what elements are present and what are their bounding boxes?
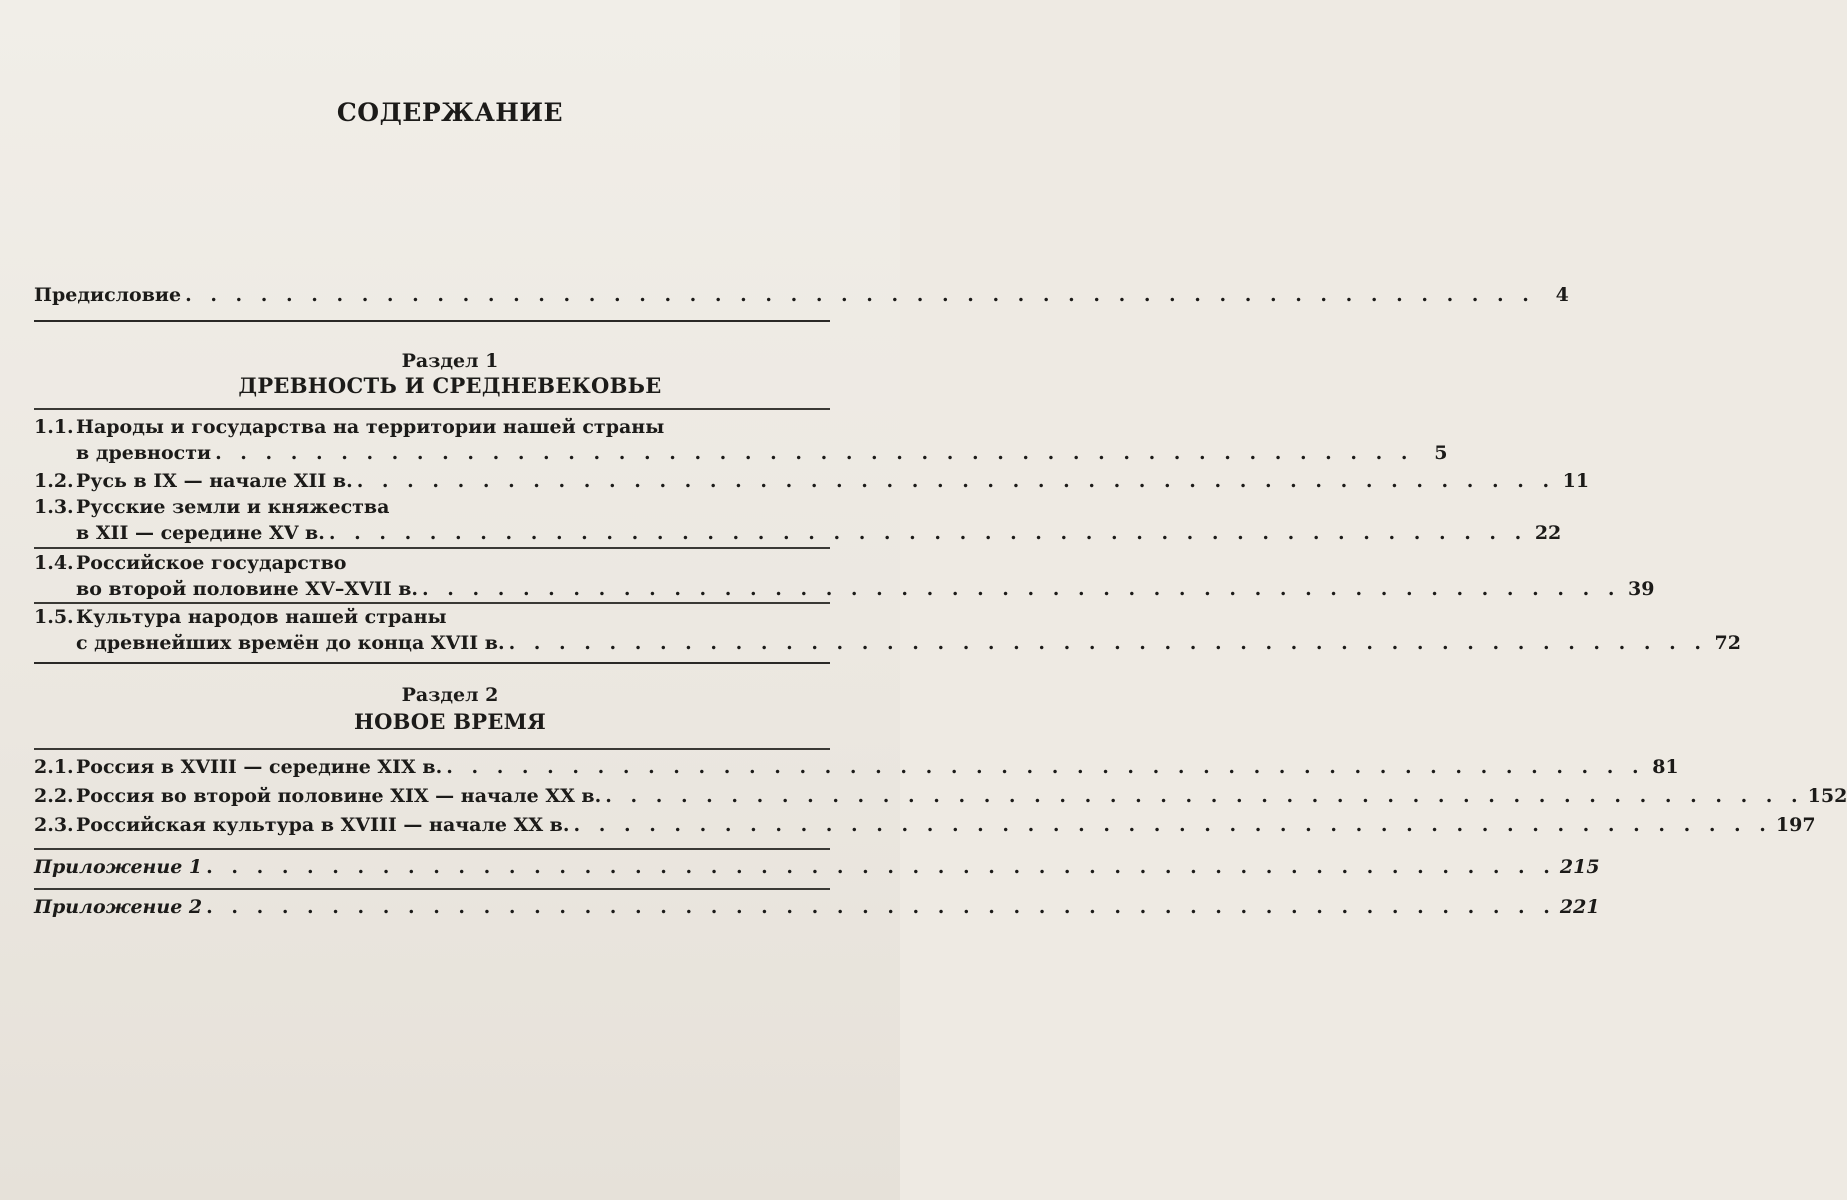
page-title: СОДЕРЖАНИЕ bbox=[336, 98, 564, 127]
entry-page-number: 72 bbox=[1714, 632, 1741, 654]
toc-entry bbox=[34, 752, 1679, 778]
entry-number: 1.5. bbox=[34, 606, 74, 628]
leader-dots: . . . . . . . . . . . . . . . . . . . . . . . . . . . . . . . . . . . . . . . . . . . . . . . . bbox=[508, 632, 1707, 654]
divider bbox=[34, 848, 830, 850]
entry-number: 2.3. bbox=[34, 814, 74, 836]
entry-page-number: 221 bbox=[1559, 896, 1600, 918]
entry-label: Россия во второй половине XIX — начале XX в. bbox=[76, 785, 602, 807]
divider bbox=[34, 888, 830, 890]
leader-dots: . . . . . . . . . . . . . . . . . . . . . . . . . . . . . . . . . . . . . . . . . . . . . . . . bbox=[328, 522, 1528, 544]
leader-dots: . . . . . . . . . . . . . . . . . . . . . . . . . . . . . . . . . . . . . . . . . . . . . . . . . . . . . . bbox=[206, 856, 1556, 878]
divider bbox=[34, 662, 830, 664]
entry-label: Российская культура в XVIII — начале XX в. bbox=[76, 814, 570, 836]
toc-entry bbox=[34, 412, 1448, 464]
leader-dots: . . . . . . . . . . . . . . . . . . . . . . . . . . . . . . . . . . . . . . . . . . . . . . . . bbox=[446, 756, 1645, 778]
entry-label-cont: во второй половине XV–XVII в. bbox=[76, 578, 419, 600]
leader-dots: . . . . . . . . . . . . . . . . . . . . . . . . . . . . . . . . . . . . . . . . . . . . . . . . bbox=[605, 785, 1804, 807]
entry-label: Культура народов нашей страны bbox=[76, 606, 447, 628]
entry-label-cont: с древнейших времён до конца XVII в. bbox=[76, 632, 505, 654]
entry-label: Российское государство bbox=[76, 552, 347, 574]
entry-page-number: 4 bbox=[1555, 284, 1569, 306]
entry-label: Народы и государства на территории нашей страны bbox=[76, 416, 665, 438]
entry-page-number: 22 bbox=[1534, 522, 1562, 544]
entry-label: Русь в IX — начале XII в. bbox=[76, 470, 353, 492]
toc-entry-appendix-2 bbox=[34, 892, 1600, 918]
entry-number: 1.3. bbox=[34, 496, 74, 518]
entry-number: 2.2. bbox=[34, 785, 74, 807]
entry-number: 1.4. bbox=[34, 552, 74, 574]
entry-label: Россия в XVIII — середине XIX в. bbox=[76, 756, 443, 778]
toc-entry bbox=[34, 492, 1562, 544]
entry-page-number: 152 bbox=[1807, 785, 1847, 807]
entry-label: Приложение 2 bbox=[34, 896, 203, 918]
entry-label: Приложение 1 bbox=[34, 856, 203, 878]
leader-dots: . . . . . . . . . . . . . . . . . . . . . . . . . . . . . . . . . . . . . . . . . . . . . . . . bbox=[422, 578, 1621, 600]
toc-entry bbox=[34, 602, 1741, 654]
toc-entry bbox=[34, 466, 1590, 492]
toc-entry-preface bbox=[34, 280, 1569, 306]
section-1-label: Раздел 1 bbox=[401, 350, 499, 372]
toc-entry bbox=[34, 781, 1847, 807]
entry-number: 2.1. bbox=[34, 756, 74, 778]
divider bbox=[34, 320, 830, 322]
leader-dots: . . . . . . . . . . . . . . . . . . . . . . . . . . . . . . . . . . . . . . . . . . . . . . . . bbox=[573, 814, 1772, 836]
leader-dots: . . . . . . . . . . . . . . . . . . . . . . . . . . . . . . . . . . . . . . . . . . . . . . . . . . . . . . bbox=[185, 284, 1535, 306]
entry-label-cont: в XII — середине XV в. bbox=[76, 522, 325, 544]
entry-page-number: 197 bbox=[1775, 814, 1816, 836]
divider bbox=[34, 408, 830, 410]
leader-dots: . . . . . . . . . . . . . . . . . . . . . . . . . . . . . . . . . . . . . . . . . . . . . . . . bbox=[356, 470, 1556, 492]
toc-entry-appendix-1 bbox=[34, 852, 1600, 878]
entry-number: 1.2. bbox=[34, 470, 74, 492]
entry-page-number: 81 bbox=[1652, 756, 1679, 778]
entry-page-number: 5 bbox=[1434, 442, 1448, 464]
entry-number: 1.1. bbox=[34, 416, 74, 438]
toc-entry bbox=[34, 810, 1816, 836]
entry-label-cont: в древности bbox=[76, 442, 212, 464]
section-2-label: Раздел 2 bbox=[401, 684, 499, 706]
section-1-title: ДРЕВНОСТЬ И СРЕДНЕВЕКОВЬЕ bbox=[238, 373, 662, 398]
entry-page-number: 11 bbox=[1562, 470, 1590, 492]
divider bbox=[34, 748, 830, 750]
entry-page-number: 215 bbox=[1559, 856, 1600, 878]
entry-label: Русские земли и княжества bbox=[76, 496, 390, 518]
entry-label: Предисловие bbox=[34, 284, 182, 306]
leader-dots: . . . . . . . . . . . . . . . . . . . . . . . . . . . . . . . . . . . . . . . . . . . . . . . . bbox=[215, 442, 1414, 464]
toc-entry bbox=[34, 548, 1655, 600]
section-2-title: НОВОЕ ВРЕМЯ bbox=[353, 709, 547, 734]
entry-page-number: 39 bbox=[1627, 578, 1655, 600]
leader-dots: . . . . . . . . . . . . . . . . . . . . . . . . . . . . . . . . . . . . . . . . . . . . . . . . . . . . . . bbox=[206, 896, 1556, 918]
